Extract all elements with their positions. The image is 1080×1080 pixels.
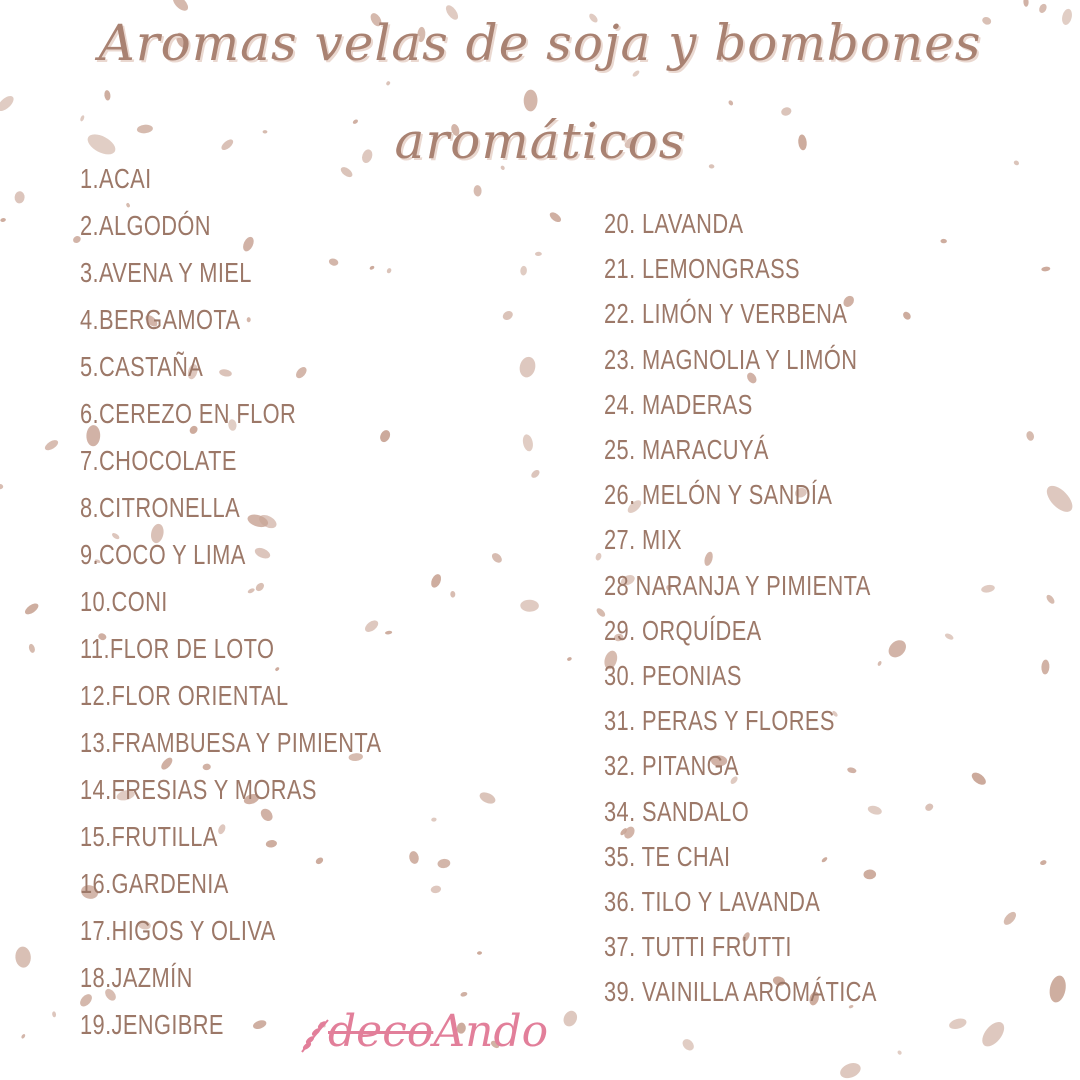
speckle xyxy=(520,600,539,612)
aroma-item: 4.BERGAMOTA xyxy=(80,304,241,335)
aroma-item: 5.CASTAÑA xyxy=(80,351,204,382)
aroma-item: 36. TILO Y LAVANDA xyxy=(604,886,821,917)
aroma-item: 23. MAGNOLIA Y LIMÓN xyxy=(604,343,858,375)
speckle xyxy=(1038,3,1048,15)
speckle xyxy=(1041,659,1050,674)
aroma-item: 3.AVENA Y MIEL xyxy=(80,257,252,288)
speckle xyxy=(521,433,534,452)
title-line-1: Aromas velas de soja y bombones xyxy=(98,14,982,72)
speckle xyxy=(43,438,60,452)
sprig-icon xyxy=(298,1016,332,1056)
speckle xyxy=(28,643,36,653)
aroma-item: 35. TE CHAI xyxy=(604,840,731,872)
aroma-item: 30. PEONIAS xyxy=(604,660,742,691)
logo-deco: deco xyxy=(328,1006,434,1057)
aroma-item: 31. PERAS Y FLORES xyxy=(604,705,835,737)
aroma-item: 13.FRAMBUESA Y PIMIENTA xyxy=(80,727,382,758)
aroma-list-right xyxy=(604,207,1024,1027)
aroma-item: 9.COCO Y LIMA xyxy=(80,539,246,570)
speckle xyxy=(530,468,541,479)
aroma-item: 27. MIX xyxy=(604,524,682,556)
aroma-item: 21. LEMONGRASS xyxy=(604,253,801,285)
speckle xyxy=(1045,593,1056,605)
aroma-item: 15.FRUTILLA xyxy=(80,821,218,852)
speckle xyxy=(838,1060,863,1080)
speckle xyxy=(567,656,573,661)
aroma-item: 7.CHOCOLATE xyxy=(80,445,237,476)
aroma-item: 37. TUTTI FRUTTI xyxy=(604,931,792,963)
logo-ando: Ando xyxy=(433,1006,549,1057)
speckle xyxy=(15,946,32,968)
speckle xyxy=(52,1011,57,1017)
speckle xyxy=(0,93,16,113)
speckle xyxy=(548,210,563,224)
aroma-item: 26. MELÓN Y SANDÍA xyxy=(604,479,833,511)
aroma-item: 2.ALGODÓN xyxy=(80,210,211,241)
aroma-item: 22. LIMÓN Y VERBENA xyxy=(604,298,848,330)
speckle xyxy=(520,266,527,276)
aroma-item: 19.JENGIBRE xyxy=(80,1009,224,1040)
speckle xyxy=(897,1050,903,1056)
speckle xyxy=(1023,0,1029,7)
aroma-item: 6.CEREZO EN FLOR xyxy=(80,398,297,429)
speckle xyxy=(14,191,25,204)
speckle xyxy=(1025,430,1035,441)
aroma-item: 25. MARACUYÁ xyxy=(604,434,769,465)
aroma-item: 10.CONI xyxy=(80,586,168,617)
aroma-list-left xyxy=(80,162,500,1062)
aroma-item: 24. MADERAS xyxy=(604,388,753,420)
aroma-item: 28 NARANJA Y PIMIENTA xyxy=(604,569,871,601)
aroma-item: 20. LAVANDA xyxy=(604,208,744,239)
speckle xyxy=(728,99,734,106)
speckle xyxy=(680,1037,696,1053)
decoando-logo xyxy=(298,1002,598,1072)
speckle xyxy=(1042,481,1077,516)
speckle xyxy=(1047,974,1068,1004)
speckle xyxy=(21,1033,26,1039)
speckle xyxy=(1041,266,1050,272)
speckle xyxy=(104,90,111,101)
aroma-item: 32. PITANGA xyxy=(604,750,739,782)
speckle xyxy=(535,252,542,256)
speckle xyxy=(23,601,40,616)
speckle xyxy=(524,89,538,111)
aroma-item: 12.FLOR ORIENTAL xyxy=(80,680,289,711)
speckle xyxy=(0,484,3,489)
title-line-2: aromáticos xyxy=(394,112,686,170)
aroma-item: 39. VAINILLA AROMÁTICA xyxy=(604,976,877,1008)
speckle xyxy=(501,309,514,322)
aroma-item: 11.FLOR DE LOTO xyxy=(80,633,275,664)
speckle xyxy=(595,552,603,561)
speckle xyxy=(170,0,190,13)
logo-wordmark xyxy=(328,1006,548,1057)
speckle xyxy=(518,355,538,379)
aroma-item: 29. ORQUÍDEA xyxy=(604,614,762,646)
aroma-item: 14.FRESIAS Y MORAS xyxy=(80,774,317,805)
aroma-item: 17.HIGOS Y OLIVA xyxy=(80,915,276,946)
speckle xyxy=(1039,859,1047,866)
aroma-item: 16.GARDENIA xyxy=(80,868,229,899)
speckle xyxy=(385,80,390,86)
aroma-item: 34. SANDALO xyxy=(604,795,750,827)
aroma-item: 8.CITRONELLA xyxy=(80,492,241,523)
aroma-item: 18.JAZMÍN xyxy=(80,962,193,993)
aroma-item: 1.ACAI xyxy=(80,163,152,194)
speckle xyxy=(0,218,6,223)
